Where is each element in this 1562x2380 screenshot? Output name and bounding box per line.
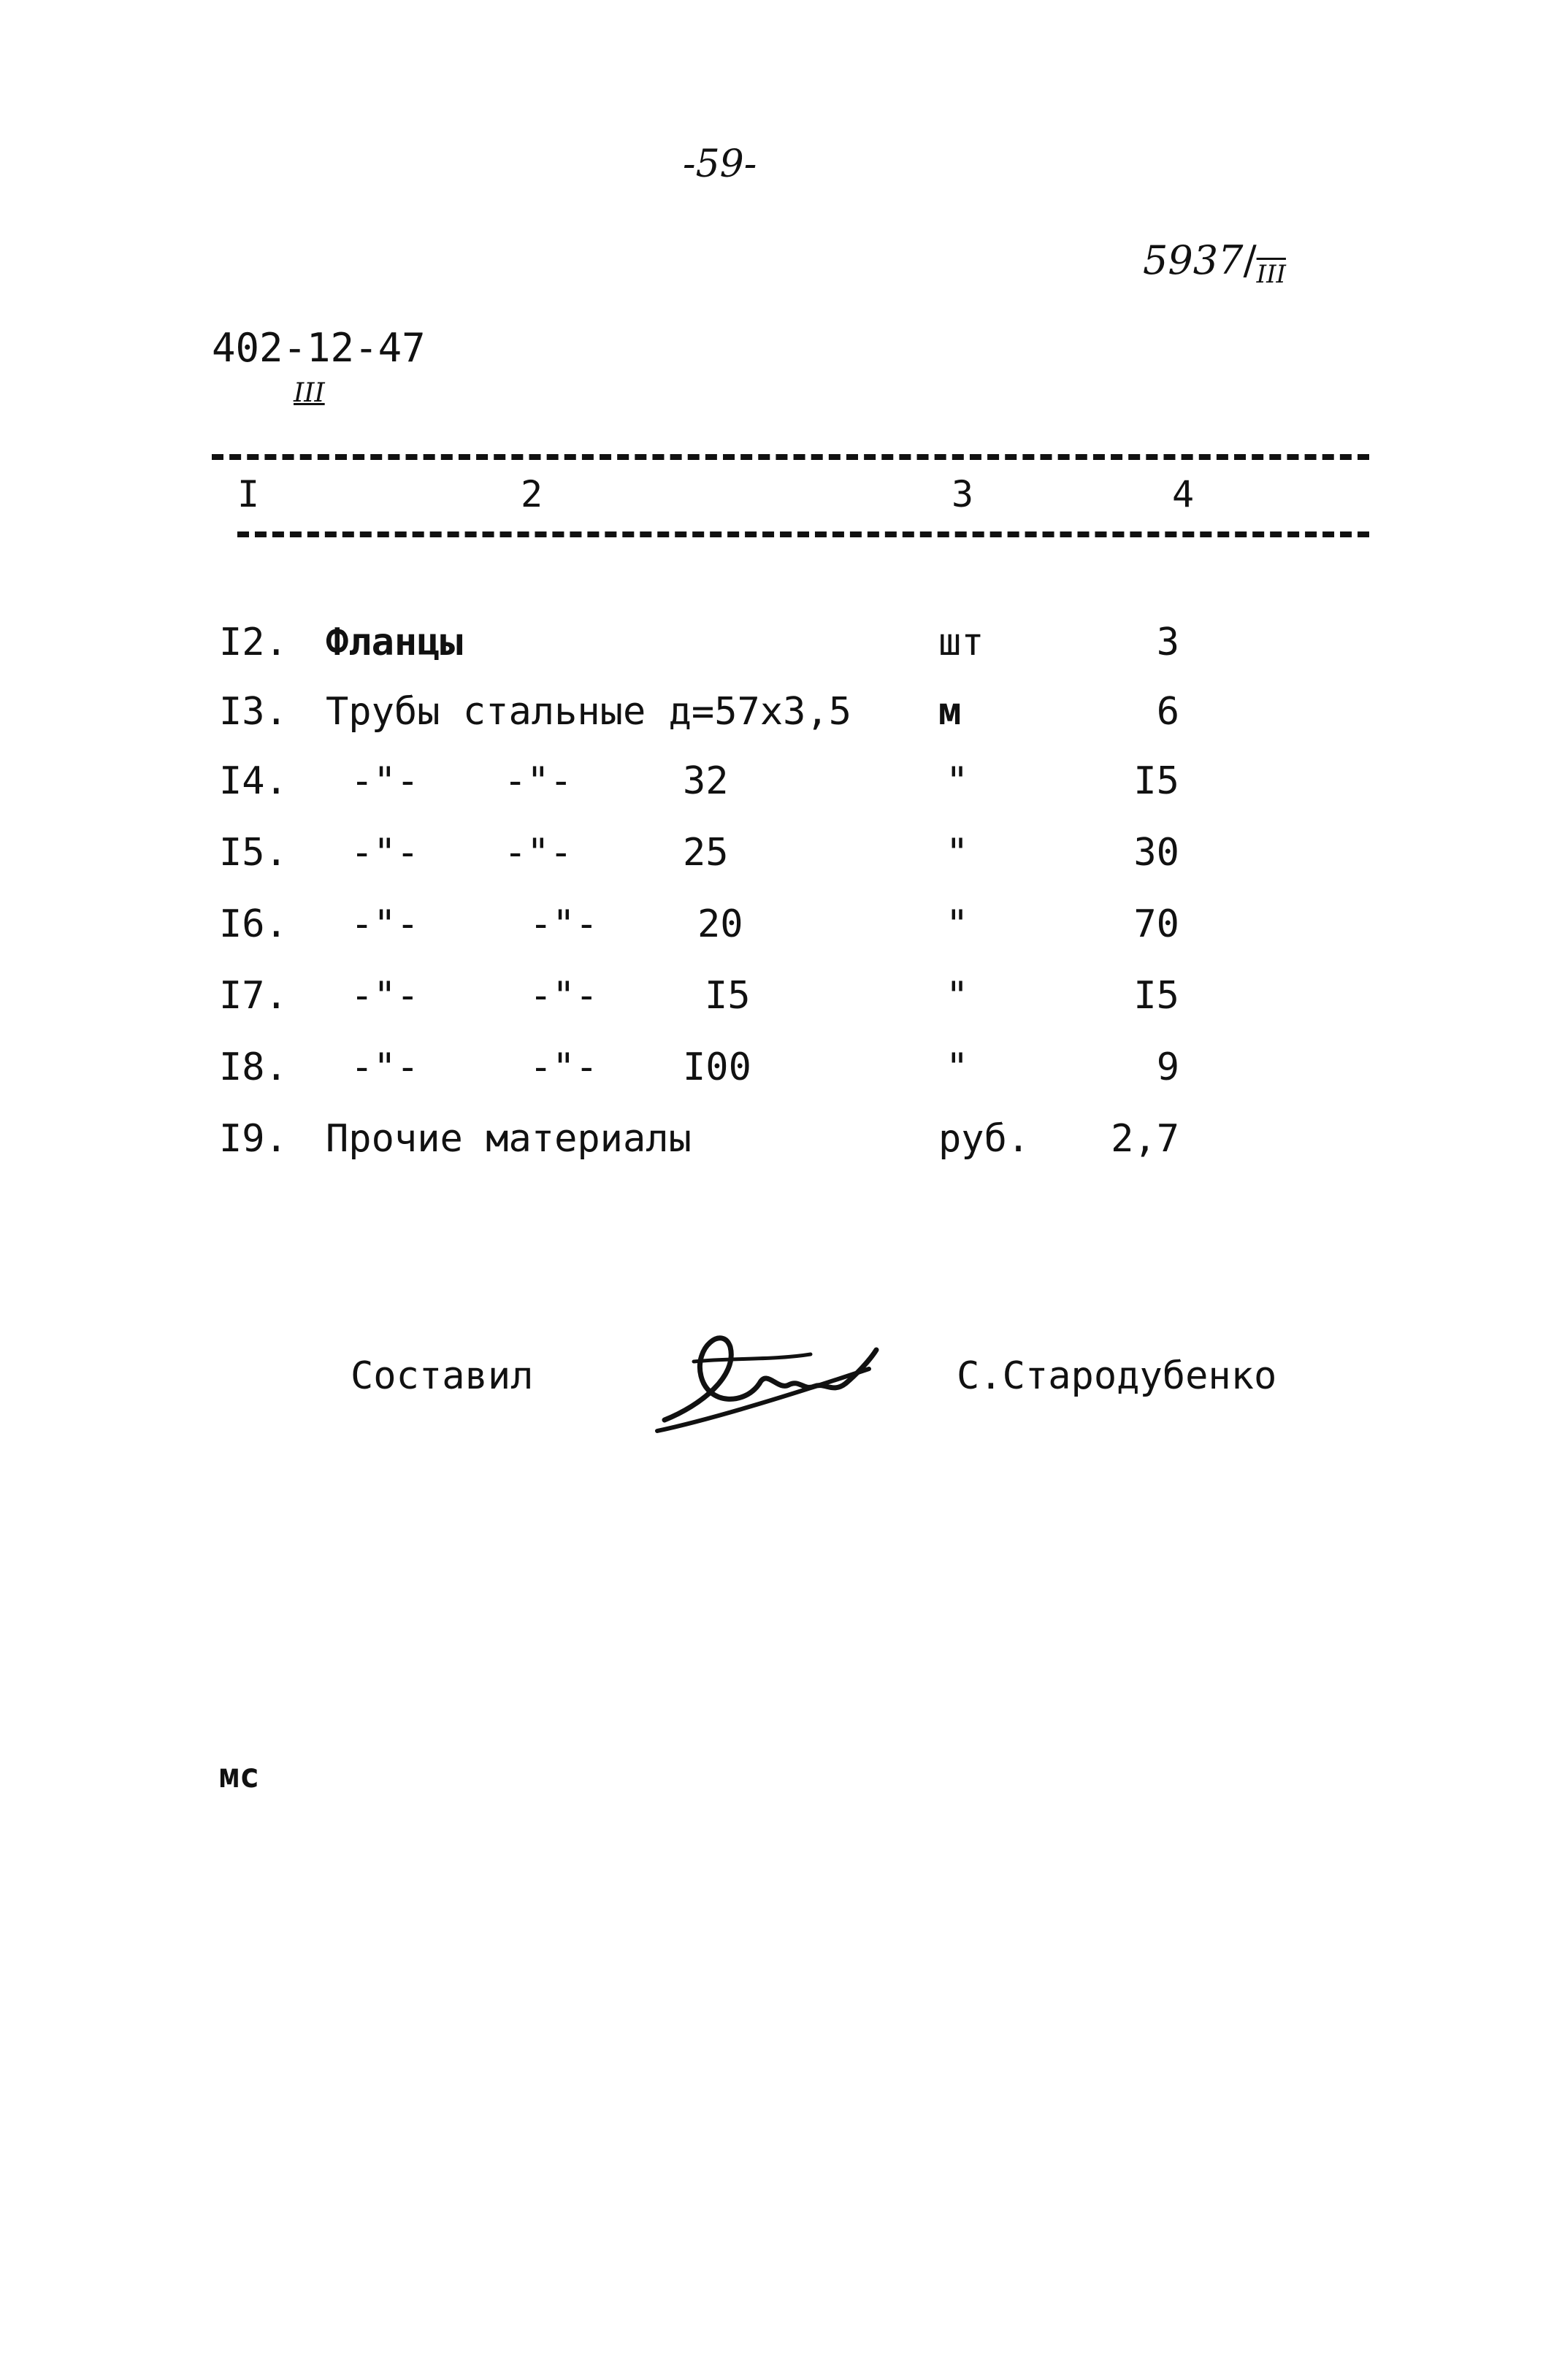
row-unit: руб.: [938, 1117, 1030, 1161]
row-number: I9.: [219, 1117, 288, 1161]
row-value: 70: [1133, 902, 1179, 946]
ditto-mark: -"-: [351, 759, 419, 803]
row-value: 9: [1156, 1045, 1179, 1089]
signature-name: С.Стародубенко: [957, 1354, 1277, 1398]
ditto-mark: -"-: [529, 1045, 598, 1089]
handwritten-signature: [650, 1318, 891, 1442]
row-value: I5: [1133, 759, 1179, 803]
row-unit: ": [946, 974, 969, 1018]
ditto-mark: -"-: [504, 759, 573, 803]
row-name: Прочие материалы: [326, 1117, 692, 1161]
table-row: [0, 1045, 1562, 1097]
row-unit: ": [946, 902, 969, 946]
row-unit: ": [946, 1045, 969, 1089]
ditto-mark: -"-: [504, 831, 573, 875]
ditto-mark: -"-: [351, 1045, 419, 1089]
table-row: [0, 759, 1562, 810]
row-size: 32: [683, 759, 729, 803]
table-row: [0, 621, 1562, 672]
row-value: 3: [1156, 621, 1179, 664]
header-top-rule: [212, 454, 1369, 460]
table-row: [0, 1117, 1562, 1168]
table-row: [0, 902, 1562, 953]
table-row: [0, 690, 1562, 741]
row-name: Трубы стальные д=57х3,5: [326, 690, 852, 734]
header-bottom-rule: [237, 531, 1369, 537]
table-row: [0, 974, 1562, 1025]
row-unit: шт: [938, 621, 984, 664]
row-value: I5: [1133, 974, 1179, 1018]
row-unit: м: [938, 690, 962, 734]
column-header-4: 4: [1172, 473, 1195, 515]
row-unit: ": [946, 759, 969, 803]
row-value: 2,7: [1111, 1117, 1179, 1161]
row-number: I8.: [219, 1045, 288, 1089]
document-code-sub: III: [294, 378, 325, 408]
row-name: Фланцы: [326, 621, 463, 664]
row-number: I6.: [219, 902, 288, 946]
ditto-mark: -"-: [351, 974, 419, 1018]
ditto-mark: -"-: [529, 902, 598, 946]
row-number: I7.: [219, 974, 288, 1018]
ditto-mark: -"-: [351, 902, 419, 946]
row-size: 25: [683, 831, 729, 875]
row-size: I5: [705, 974, 751, 1018]
archive-mark-number: 5937: [1143, 237, 1244, 283]
row-number: I3.: [219, 690, 288, 734]
column-header-2: 2: [521, 473, 543, 515]
archive-mark-sub: III: [1256, 259, 1286, 289]
page-number: -59-: [683, 142, 757, 186]
signature-label: Составил: [351, 1354, 534, 1398]
row-value: 30: [1133, 831, 1179, 875]
table-row: [0, 831, 1562, 882]
ditto-mark: -"-: [529, 974, 598, 1018]
row-value: 6: [1156, 690, 1179, 734]
footer-mark: мс: [219, 1756, 260, 1795]
row-size: I00: [683, 1045, 751, 1089]
row-size: 20: [697, 902, 743, 946]
row-number: I4.: [219, 759, 288, 803]
ditto-mark: -"-: [351, 831, 419, 875]
column-header-3: 3: [952, 473, 974, 515]
document-code: 402-12-47: [212, 325, 426, 371]
column-header-1: I: [237, 473, 260, 515]
archive-mark: $5937/_{\overline{III}}$: [1143, 237, 1286, 289]
row-number: I5.: [219, 831, 288, 875]
row-number: I2.: [219, 621, 288, 664]
row-unit: ": [946, 831, 969, 875]
